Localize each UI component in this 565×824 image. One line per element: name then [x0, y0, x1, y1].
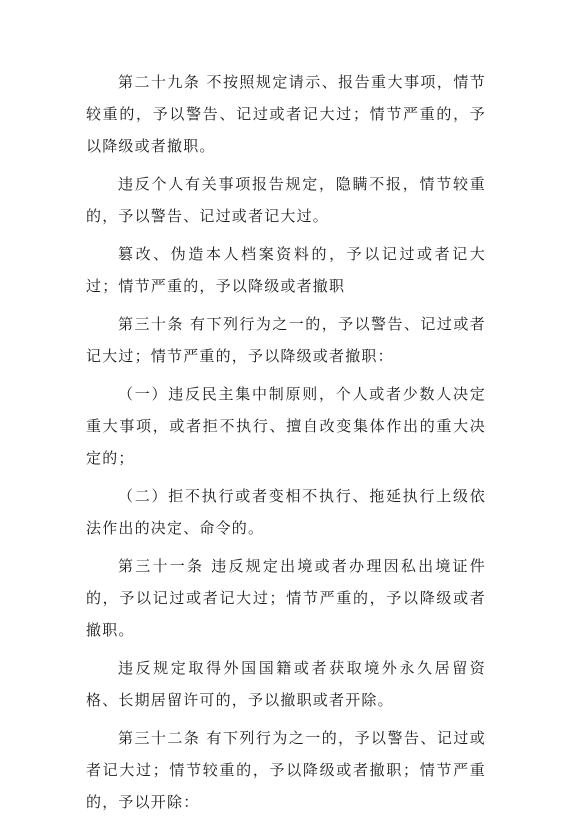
paragraph-personal-report: 违反个人有关事项报告规定，隐瞒不报，情节较重的，予以警告、记过或者记大过。 — [86, 175, 486, 225]
paragraph-article-30-item-1: （一）违反民主集中制原则，个人或者少数人决定重大事项，或者拒不执行、擅自改变集体作出的重大决定的； — [86, 385, 486, 467]
paragraph-article-32: 第三十二条 有下列行为之一的，予以警告、记过或者记大过；情节较重的，予以降级或者撤职；情节严重的，予以开除： — [86, 729, 486, 811]
document-body — [86, 66, 486, 824]
paragraph-article-30-item-2: （二）拒不执行或者变相不执行、拖延执行上级依法作出的决定、命令的。 — [86, 487, 486, 537]
paragraph-foreign-nationality: 违反规定取得外国国籍或者获取境外永久居留资格、长期居留许可的，予以撤职或者开除。 — [86, 659, 486, 709]
paragraph-article-29: 第二十九条 不按照规定请示、报告重大事项，情节较重的，予以警告、记过或者记大过；情节严重的，予以降级或者撤职。 — [86, 73, 486, 155]
paragraph-article-30: 第三十条 有下列行为之一的，予以警告、记过或者记大过；情节严重的，予以降级或者撤职： — [86, 315, 486, 365]
paragraph-article-31: 第三十一条 违反规定出境或者办理因私出境证件的，予以记过或者记大过；情节严重的，予以降级或者撤职。 — [86, 557, 486, 639]
paragraph-archive-tampering: 篡改、伪造本人档案资料的，予以记过或者记大过；情节严重的，予以降级或者撤职 — [86, 245, 486, 295]
